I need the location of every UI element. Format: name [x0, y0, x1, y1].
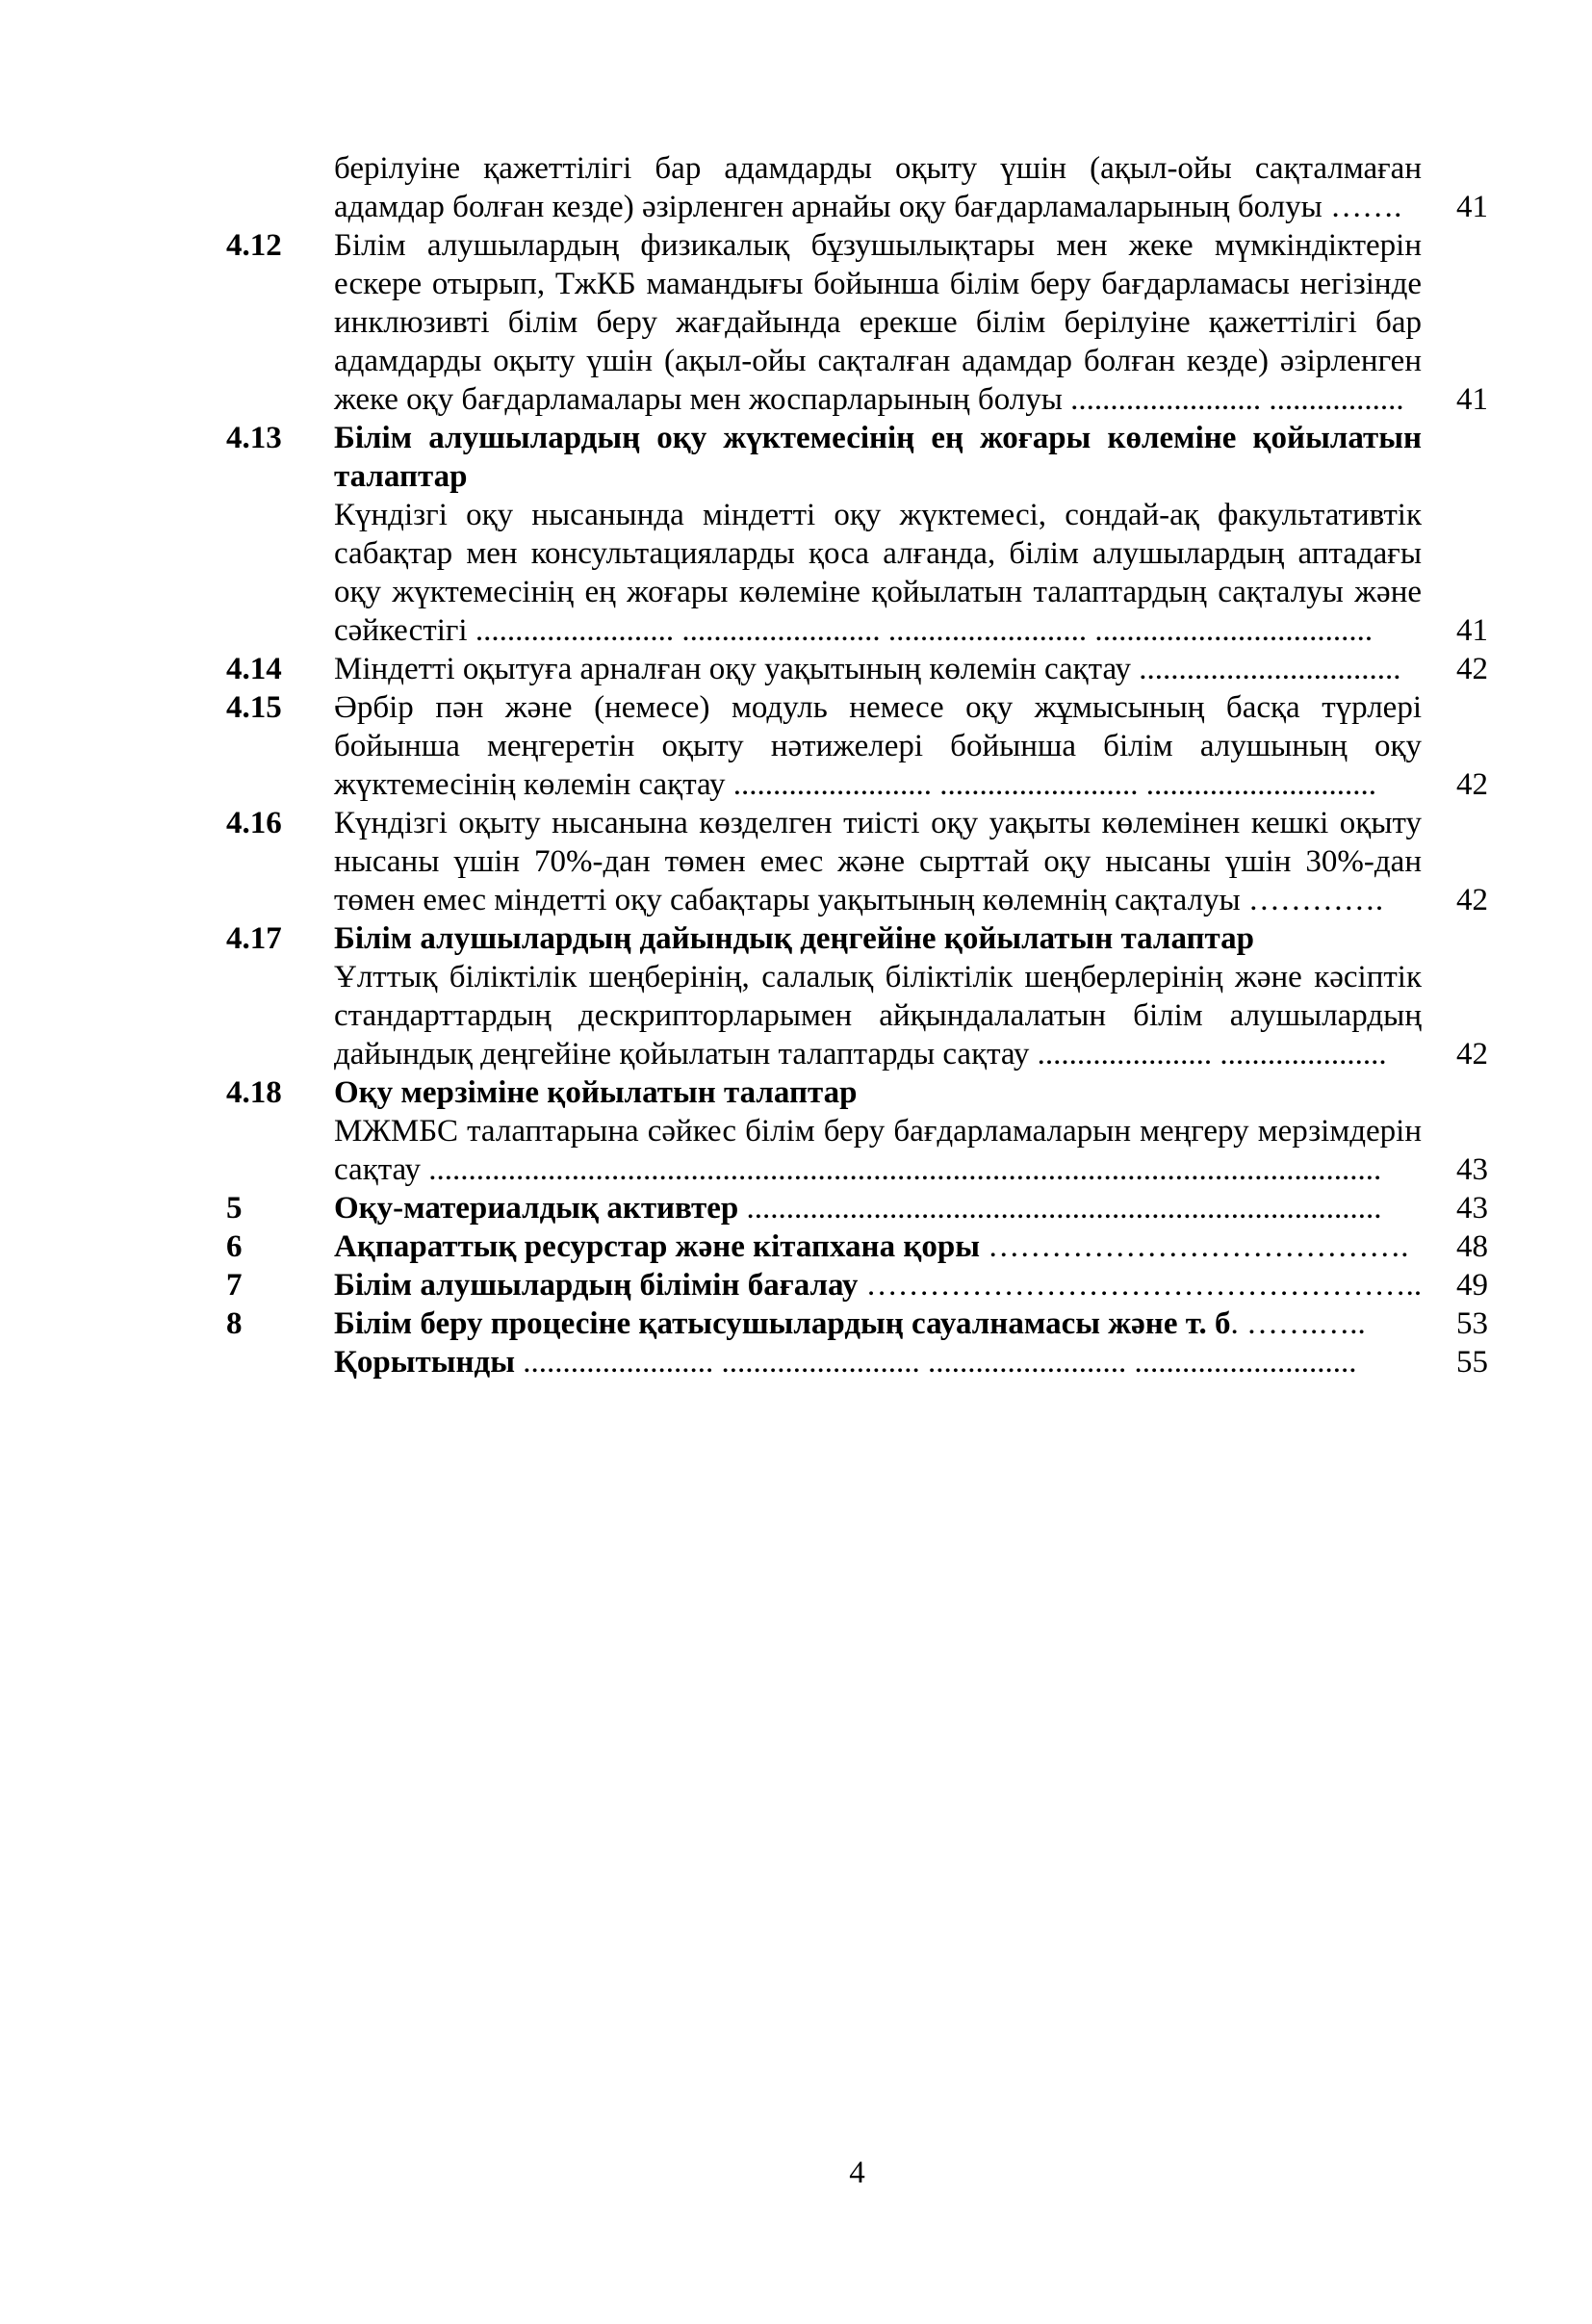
- toc-entry-page-number: 41: [1456, 613, 1488, 648]
- toc-text-segment: талаптар: [334, 459, 468, 494]
- toc-entry-number: 4.17: [226, 921, 282, 956]
- toc-text-segment: адамдарды оқыту үшін (ақыл-ойы сақталған адамдар болған кезде) әзірленген: [334, 344, 1422, 378]
- toc-entry-page-number: 53: [1456, 1306, 1488, 1341]
- toc-entry: [226, 149, 1488, 226]
- toc-text-segment: Оқу мерзіміне қойылатын талаптар: [334, 1075, 858, 1110]
- toc-entry-number: [226, 1343, 334, 1381]
- toc-text-segment: сақтау ........................................................................................................................: [334, 1152, 1382, 1187]
- toc-entry-page-number: 49: [1456, 1268, 1488, 1303]
- toc-entry: [226, 919, 1488, 1073]
- toc-entry: [226, 1266, 1488, 1304]
- toc-text-segment: Ақпараттық ресурстар және кітапхана қоры: [334, 1229, 989, 1264]
- toc-line: [334, 534, 1422, 573]
- toc-text-segment: Білім беру процесіне қатысушылардың сауалнамасы және т. б: [334, 1306, 1231, 1341]
- toc-entry: [226, 1304, 1488, 1343]
- toc-text-segment: Қорытынды: [334, 1345, 524, 1380]
- toc-text-segment: жеке оқу бағдарламалары мен жоспарларының болуы ........................ .................: [334, 382, 1404, 417]
- toc-line: [334, 1304, 1422, 1343]
- toc-text-segment: ........................ ......................... ......................... ............................: [523, 1345, 1357, 1380]
- toc-entry-number: [226, 149, 334, 226]
- toc-text-segment: берілуіне қажеттілігі бар адамдарды оқыту үшін (ақыл-ойы сақталмаған: [334, 151, 1422, 186]
- toc-text-segment: МЖМБС талаптарына сәйкес білім беру бағдарламаларын меңгеру мерзімдерін: [334, 1114, 1422, 1149]
- toc-text-segment: дайындық деңгейіне қойылатын талаптарды сақтау ...................... .....................: [334, 1037, 1387, 1072]
- toc-entry-text: [334, 1189, 1422, 1227]
- toc-line: [334, 1227, 1422, 1266]
- toc-entry-text: [334, 650, 1422, 688]
- toc-text-segment: Білім алушылардың дайындық деңгейіне қойылатын талаптар: [334, 921, 1254, 956]
- toc-line: [334, 1035, 1422, 1073]
- toc-line: [334, 573, 1422, 611]
- toc-text-segment: Күндізгі оқу нысанында міндетті оқу жүктемесі, сондай-ақ факультативтік: [334, 498, 1422, 532]
- toc-line: [334, 842, 1422, 881]
- toc-text-segment: ………………………………….: [988, 1229, 1409, 1264]
- toc-line: [334, 688, 1422, 727]
- toc-entry-text: [334, 1304, 1422, 1343]
- toc-entry-page-number: 48: [1456, 1229, 1488, 1264]
- toc-line: [334, 650, 1422, 688]
- toc-text-segment: Әрбір пән және (немесе) модуль немесе оқу жұмысының басқа түрлері: [334, 690, 1422, 725]
- toc-entry: [226, 1227, 1488, 1266]
- toc-entry-page-number: 42: [1456, 883, 1488, 917]
- toc-entry-text: [334, 1227, 1422, 1266]
- toc-entry-text: [334, 804, 1422, 919]
- toc-entry-number: 4.16: [226, 806, 282, 840]
- toc-entry-text: [334, 1266, 1422, 1304]
- toc-entry-text: [334, 688, 1422, 804]
- toc-entry-page-number: 43: [1456, 1152, 1488, 1187]
- toc-line: [334, 303, 1422, 342]
- toc-text-segment: инклюзивті білім беру жағдайында ерекше білім берілуіне қажеттілігі бар: [334, 305, 1422, 340]
- toc-line: [334, 380, 1422, 419]
- toc-entry: [226, 1343, 1488, 1381]
- table-of-contents: [226, 149, 1488, 1381]
- toc-line: [334, 611, 1422, 650]
- toc-line: [334, 457, 1422, 496]
- toc-entry-page-number: 42: [1456, 652, 1488, 686]
- toc-text-segment: ................................................................................: [746, 1191, 1382, 1226]
- toc-entry-page-number: 41: [1456, 190, 1488, 224]
- toc-entry-page-number: 42: [1456, 1037, 1488, 1072]
- toc-text-segment: бойынша меңгеретін оқыту нәтижелері бойынша білім алушының оқу: [334, 729, 1422, 763]
- toc-text-segment: жүктемесінің көлемін сақтау ......................... ......................... .............................: [334, 767, 1377, 802]
- toc-line: [334, 1150, 1422, 1189]
- toc-line: [334, 1343, 1422, 1381]
- toc-line: [334, 996, 1422, 1035]
- toc-entry-number: 4.14: [226, 652, 282, 686]
- toc-line: [334, 265, 1422, 303]
- toc-line: [334, 1189, 1422, 1227]
- toc-entry-number: 6: [226, 1229, 243, 1264]
- toc-line: [334, 149, 1422, 188]
- toc-entry-text: [334, 226, 1422, 419]
- toc-line: [334, 1112, 1422, 1150]
- toc-text-segment: Білім алушылардың білімін бағалау: [334, 1268, 866, 1303]
- toc-line: [334, 419, 1422, 457]
- toc-entry-page-number: 55: [1456, 1345, 1488, 1380]
- toc-entry-page-number: 43: [1456, 1191, 1488, 1226]
- toc-entry-number: 4.18: [226, 1075, 282, 1110]
- toc-entry: [226, 226, 1488, 419]
- toc-line: [334, 958, 1422, 996]
- toc-line: [334, 881, 1422, 919]
- toc-line: [334, 496, 1422, 534]
- toc-text-segment: төмен емес міндетті оқу сабақтары уақытының көлемнің сақталуы ………….: [334, 883, 1384, 917]
- toc-entry-number: 4.12: [226, 228, 282, 263]
- toc-entry-text: [334, 149, 1422, 226]
- toc-line: [334, 342, 1422, 380]
- toc-text-segment: оқу жүктемесінің ең жоғары көлеміне қойылатын талаптардың сақталуы және: [334, 575, 1422, 609]
- toc-entry-number: 5: [226, 1191, 243, 1226]
- toc-text-segment: адамдар болған кезде) әзірленген арнайы оқу бағдарламаларының болуы …….: [334, 190, 1402, 224]
- toc-line: [334, 1073, 1422, 1112]
- toc-text-segment: стандарттардың дескрипторларымен айқындалалатын білім алушылардың: [334, 998, 1422, 1033]
- footer-page-number: 4: [849, 2156, 865, 2190]
- toc-line: [334, 727, 1422, 765]
- toc-text-segment: Білім алушылардың физикалық бұзушылықтары мен жеке мүмкіндіктерін: [334, 228, 1422, 263]
- toc-entry-text: [334, 919, 1422, 1073]
- toc-text-segment: Ұлттық біліктілік шеңберінің, салалық біліктілік шеңберлерінің және кәсіптік: [334, 960, 1422, 994]
- toc-entry-text: [334, 419, 1422, 650]
- toc-line: [334, 188, 1422, 226]
- toc-line: [334, 1266, 1422, 1304]
- toc-entry: [226, 688, 1488, 804]
- toc-text-segment: нысаны үшін 70%-дан төмен емес және сырттай оқу нысаны үшін 30%-дан: [334, 844, 1422, 879]
- toc-text-segment: Білім алушылардың оқу жүктемесінің ең жоғары көлеміне қойылатын: [334, 421, 1422, 455]
- toc-line: [334, 226, 1422, 265]
- toc-entry-number: 7: [226, 1268, 243, 1303]
- toc-text-segment: . …….…..: [1230, 1306, 1366, 1341]
- toc-entry-text: [334, 1073, 1422, 1189]
- toc-entry-page-number: 42: [1456, 767, 1488, 802]
- toc-entry-text: [334, 1343, 1422, 1381]
- toc-text-segment: ……………………………………………..: [865, 1268, 1423, 1303]
- toc-text-segment: Міндетті оқытуға арналған оқу уақытының көлемін сақтау .................................: [334, 652, 1401, 686]
- toc-line: [334, 919, 1422, 958]
- toc-text-segment: сәйкестігі ......................... ......................... ......................... ...................................: [334, 613, 1374, 648]
- toc-text-segment: Оқу-материалдық активтер: [334, 1191, 747, 1226]
- toc-text-segment: Күндізгі оқыту нысанына көзделген тиісті оқу уақыты көлемінен кешкі оқыту: [334, 806, 1422, 840]
- toc-entry: [226, 1073, 1488, 1189]
- toc-line: [334, 804, 1422, 842]
- toc-entry: [226, 1189, 1488, 1227]
- toc-entry: [226, 650, 1488, 688]
- toc-entry: [226, 804, 1488, 919]
- toc-entry-number: 4.15: [226, 690, 282, 725]
- toc-line: [334, 765, 1422, 804]
- toc-entry-number: 4.13: [226, 421, 282, 455]
- toc-entry-page-number: 41: [1456, 382, 1488, 417]
- toc-text-segment: ескере отырып, ТжКБ мамандығы бойынша білім беру бағдарламасы негізінде: [334, 267, 1422, 301]
- page-footer: [226, 2154, 1488, 2192]
- toc-entry: [226, 419, 1488, 650]
- toc-entry-number: 8: [226, 1306, 243, 1341]
- toc-text-segment: сабақтар мен консультацияларды қоса алғанда, білім алушылардың аптадағы: [334, 536, 1422, 571]
